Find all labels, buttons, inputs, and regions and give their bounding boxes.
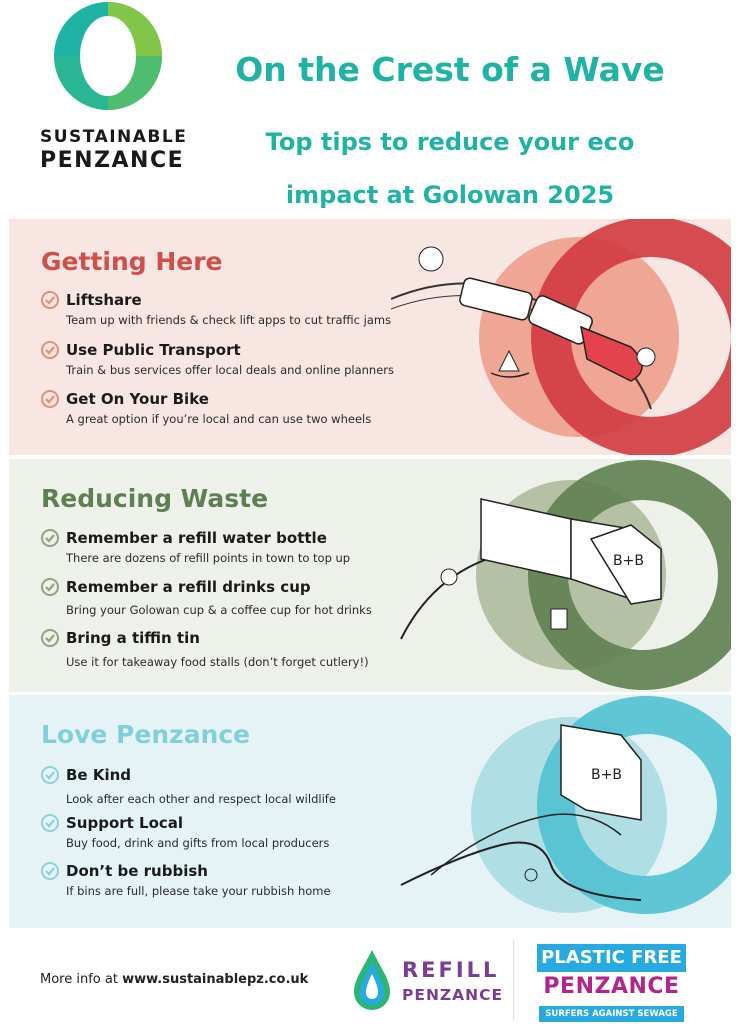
section-love-penzance — [9, 695, 731, 928]
more-info-text — [40, 972, 308, 987]
refill-line2: PENZANCE — [402, 986, 504, 1004]
check-circle-icon — [41, 814, 59, 832]
tip-title: Get On Your Bike — [66, 390, 209, 408]
section-heading: Reducing Waste — [41, 484, 269, 513]
svg-text:B+B: B+B — [613, 553, 644, 569]
tip-description: A great option if you’re local and can use two wheels — [66, 412, 372, 426]
tip-description: Buy food, drink and gifts from local producers — [66, 836, 330, 850]
check-circle-icon — [41, 291, 59, 309]
tip-description: Train & bus services offer local deals and online planners — [66, 363, 395, 377]
section-reducing-waste — [9, 459, 731, 692]
tip-description: If bins are full, please take your rubbish home — [66, 884, 331, 898]
tip-description: Use it for takeaway food stalls (don’t forget cutlery!) — [66, 655, 369, 669]
tip-title: Remember a refill water bottle — [66, 529, 327, 547]
more-info-prefix: More info at — [40, 972, 123, 987]
refill-penzance-logo — [342, 940, 514, 1020]
tip-description: Bring your Golowan cup & a coffee cup for hot drinks — [66, 603, 372, 617]
logo-line1: SUSTAINABLE — [40, 127, 188, 147]
tip-description: There are dozens of refill points in town to top up — [66, 551, 351, 565]
check-circle-icon — [41, 629, 59, 647]
subtitle-line1: Top tips to reduce your eco — [265, 128, 635, 156]
svg-text:B+B: B+B — [591, 767, 622, 783]
more-info-link[interactable]: www.sustainablepz.co.uk — [122, 972, 309, 987]
check-circle-icon — [41, 862, 59, 880]
pfp-line2: PENZANCE — [543, 974, 680, 999]
check-circle-icon — [41, 390, 59, 408]
tip-title: Remember a refill drinks cup — [66, 578, 311, 596]
check-circle-icon — [41, 341, 59, 359]
refill-line1: REFILL — [402, 958, 500, 982]
pfp-line1: PLASTIC FREE — [537, 944, 686, 972]
tip-refill-cup — [41, 578, 441, 617]
tip-be-kind — [41, 766, 441, 806]
tip-support-local — [41, 814, 441, 850]
tip-tiffin — [41, 629, 441, 669]
tip-bike — [41, 390, 441, 426]
logo-wordmark — [40, 128, 190, 173]
logo-line2: PENZANCE — [40, 147, 185, 173]
houses-illustration — [391, 459, 731, 692]
tip-liftshare — [41, 291, 441, 327]
tip-refill-bottle — [41, 529, 441, 565]
subtitle-line2: impact at Golowan 2025 — [285, 181, 615, 209]
section-heading: Getting Here — [41, 247, 223, 276]
tip-title: Use Public Transport — [66, 341, 241, 359]
refill-drop-icon — [352, 948, 392, 1014]
tip-dont-be-rubbish — [41, 862, 441, 898]
section-heading: Love Penzance — [41, 720, 251, 749]
page-subtitle — [230, 116, 670, 222]
tip-title: Be Kind — [66, 766, 132, 784]
tip-title: Bring a tiffin tin — [66, 629, 200, 647]
check-circle-icon — [41, 529, 59, 547]
check-circle-icon — [41, 578, 59, 596]
tip-public-transport — [41, 341, 441, 377]
tip-description: Team up with friends & check lift apps to cut traffic jams — [66, 313, 392, 327]
check-circle-icon — [41, 766, 59, 784]
plastic-free-penzance-logo — [537, 944, 686, 1024]
train-illustration — [391, 219, 731, 455]
tip-title: Support Local — [66, 814, 184, 832]
section-getting-here — [9, 219, 731, 455]
harbour-illustration — [391, 695, 731, 928]
tip-title: Liftshare — [66, 291, 142, 309]
pfp-line3: SURFERS AGAINST SEWAGE — [539, 1006, 684, 1022]
logo-rings-icon — [52, 0, 164, 112]
page-title: On the Crest of a Wave — [235, 50, 665, 89]
tip-title: Don’t be rubbish — [66, 862, 208, 880]
tip-description: Look after each other and respect local wildlife — [66, 792, 336, 806]
